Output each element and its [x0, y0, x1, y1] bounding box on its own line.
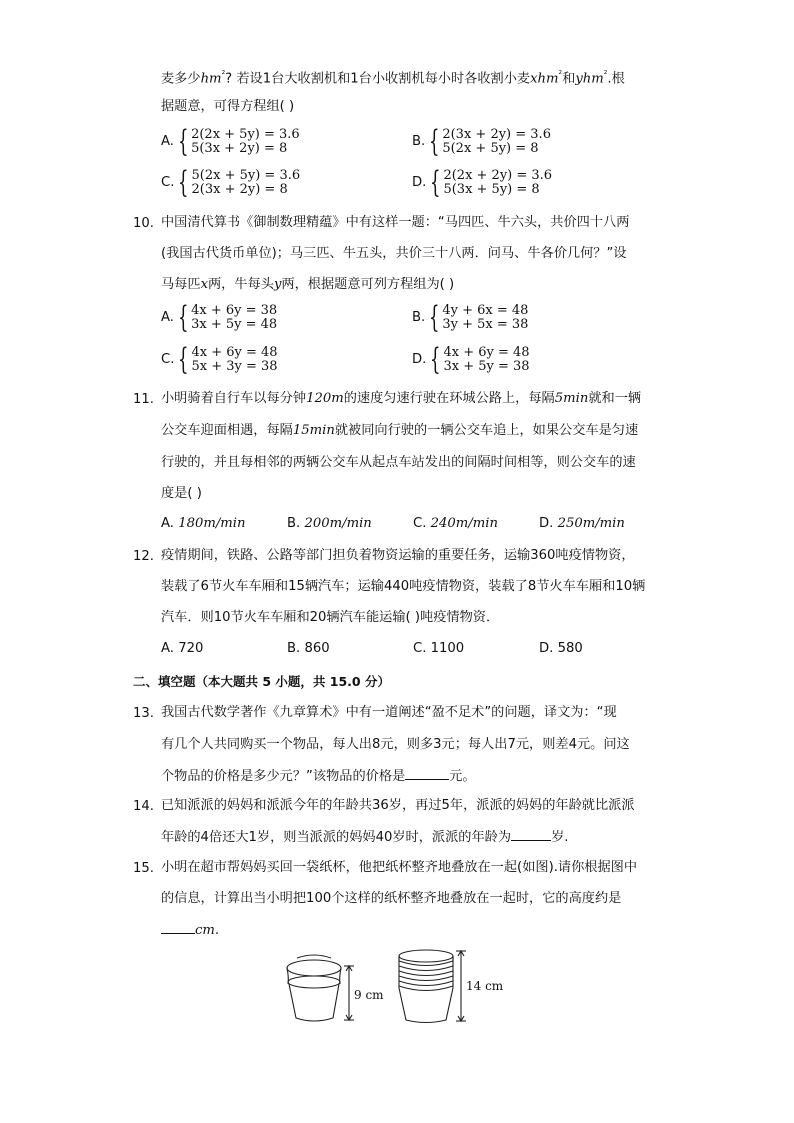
- q12-option-b[interactable]: [287, 640, 330, 658]
- q9-line1: [161, 66, 625, 88]
- option-value: 250m/min: [557, 516, 625, 531]
- option-label: C.: [413, 516, 427, 531]
- q10-text: 两，根据题意可列方程组为( ): [281, 277, 455, 292]
- q12-line2: 装载了6节火车车厢和15辆汽车；运输440吨疫情物资，装载了8节火车车厢和10辆: [161, 579, 646, 594]
- q11-option-d[interactable]: [539, 515, 625, 533]
- q11-line1: [161, 390, 641, 408]
- equation: 5(2x + 5y) = 3.6: [191, 168, 301, 183]
- q11-line3: 行驶的，并且每相邻的两辆公交车从起点车站发出的间隔时间相等，则公交车的速: [161, 455, 636, 470]
- equation: 4x + 6y = 48: [443, 345, 530, 360]
- section-heading: 二、填空题（本大题共 5 小题，共 15.0 分）: [133, 674, 390, 689]
- option-value: 720: [178, 641, 204, 656]
- q11-value: 5min: [554, 391, 589, 406]
- answer-blank[interactable]: [511, 828, 551, 841]
- q12-line1: 疫情期间，铁路、公路等部门担负着物资运输的重要任务，运输360吨疫情物资，: [161, 548, 635, 563]
- q9-line2: 据题意，可得方程组( ): [161, 99, 295, 114]
- q10-text: 两，牛每头: [208, 277, 274, 292]
- answer-blank[interactable]: [161, 921, 195, 934]
- equation: 5(2x + 5y) = 8: [442, 141, 539, 156]
- q9-unit: hm: [200, 71, 222, 87]
- q10-var: y: [273, 277, 282, 292]
- equation: 2(2x + 2y) = 3.6: [443, 168, 553, 183]
- equation: 5(3x + 2y) = 8: [191, 141, 288, 156]
- q11-text: 就和一辆: [588, 391, 642, 406]
- brace-icon: {: [177, 124, 189, 159]
- option-value: 580: [557, 641, 583, 656]
- q9-var: xhm: [530, 71, 559, 87]
- option-label: B.: [412, 310, 426, 325]
- option-label: A.: [161, 641, 174, 656]
- q11-text: 就被同向行驶的一辆公交车追上，如果公交车是匀速: [334, 423, 639, 438]
- brace-icon: {: [178, 165, 189, 200]
- q14-line1: 已知派派的妈妈和派派今年的年龄共36岁，再过5年，派派的妈妈的年龄就比派派: [161, 798, 635, 813]
- q11-line4: 度是( ): [161, 486, 202, 501]
- brace-icon: {: [429, 300, 440, 335]
- q11-value: 15min: [292, 423, 335, 438]
- option-value: 240m/min: [430, 516, 498, 531]
- q13-text: 个物品的价格是多少元？”该物品的价格是: [161, 769, 406, 784]
- q15-line2: 的信息，计算出当小明把100个这样的纸杯整齐地叠放在一起时，它的高度约是: [161, 891, 622, 906]
- equation: 2(3x + 2y) = 8: [191, 182, 288, 197]
- equation: 4y + 6x = 48: [442, 303, 529, 318]
- q13-line1: 我国古代数学著作《九章算术》中有一道阐述“盈不足术”的问题，译文为：“现: [161, 705, 617, 720]
- option-label: D.: [412, 352, 427, 367]
- option-label: C.: [413, 641, 427, 656]
- equation: 3y + 5x = 38: [442, 317, 529, 332]
- q15-line3: [161, 921, 219, 940]
- q11-text: 的速度匀速行驶在环城公路上，每隔: [343, 391, 555, 406]
- option-label: C.: [161, 352, 175, 367]
- q12-option-a[interactable]: [161, 640, 203, 658]
- q10-var: x: [200, 277, 208, 292]
- brace-icon: {: [430, 342, 441, 377]
- q11-option-a[interactable]: [161, 515, 246, 533]
- q10-line1: 中国清代算书《御制数理精蕴》中有这样一题：“马四匹、牛六头，共价四十八两: [161, 215, 630, 230]
- q9-sup: ²: [603, 70, 608, 80]
- option-value: 1100: [430, 641, 465, 656]
- q13-line2: 有几个人共同购买一个物品，每人出8元，则多3元；每人出7元，则差4元。问这: [161, 737, 630, 752]
- brace-icon: {: [430, 165, 441, 200]
- option-value: 180m/min: [178, 516, 246, 531]
- q10-line2: (我国古代货币单位)；马三匹、牛五头，共价三十八两．问马、牛各价几何？”设: [161, 246, 627, 261]
- equation: 3x + 5y = 38: [443, 359, 530, 374]
- q14-text: 年龄的4倍还大1岁，则当派派的妈妈40岁时，派派的年龄为: [161, 830, 512, 845]
- brace-icon: {: [177, 300, 189, 335]
- q15-unit: cm: [195, 923, 215, 938]
- q15-number: 15.: [133, 861, 154, 876]
- cups-figure: [284, 948, 514, 1026]
- equation: 5x + 3y = 38: [191, 359, 278, 374]
- q12-option-d[interactable]: [539, 640, 583, 658]
- option-label: D.: [412, 175, 427, 190]
- q12-option-c[interactable]: [413, 640, 464, 658]
- brace-icon: {: [429, 124, 440, 159]
- q9-sup: ²: [221, 70, 226, 80]
- option-label: C.: [161, 175, 175, 190]
- q10-number: 10.: [133, 216, 154, 231]
- q9-sup: ²: [558, 70, 563, 80]
- option-label: B.: [287, 641, 301, 656]
- q14-number: 14.: [133, 799, 154, 814]
- q15-line1: 小明在超市帮妈妈买回一袋纸杯，他把纸杯整齐地叠放在一起(如图).请你根据图中: [161, 860, 638, 875]
- q12-line3: 汽车．则10节火车车厢和20辆汽车能运输( )吨疫情物资．: [161, 610, 500, 625]
- option-label: A.: [161, 310, 174, 325]
- q11-number: 11.: [133, 392, 154, 407]
- answer-blank[interactable]: [405, 767, 449, 780]
- q11-line2: [161, 422, 638, 440]
- option-value: 200m/min: [304, 516, 372, 531]
- equation: 4x + 6y = 38: [191, 303, 278, 318]
- figure-label-14cm: 14 cm: [466, 979, 504, 993]
- q13-text: 元。: [449, 769, 476, 784]
- q9-text: 麦多少: [161, 71, 201, 87]
- q12-number: 12.: [133, 549, 154, 564]
- equation: 5(3x + 5y) = 8: [443, 182, 540, 197]
- equation: 4x + 6y = 48: [191, 345, 278, 360]
- q11-option-c[interactable]: [413, 515, 498, 533]
- q11-text: 小明骑着自行车以每分钟: [161, 391, 307, 406]
- q14-text: 岁.: [551, 830, 569, 845]
- q11-value: 120m: [306, 391, 344, 406]
- option-label: A.: [161, 134, 174, 149]
- option-label: D.: [539, 516, 554, 531]
- option-label: A.: [161, 516, 174, 531]
- equation: 2(3x + 2y) = 3.6: [442, 127, 551, 142]
- q10-line3: [161, 276, 454, 294]
- q9-text: .根: [607, 71, 625, 87]
- option-label: D.: [539, 641, 554, 656]
- q11-option-b[interactable]: [287, 515, 372, 533]
- q10-text: 马每匹: [161, 277, 201, 292]
- q14-line2: [161, 828, 568, 847]
- q15-text: .: [214, 923, 220, 938]
- q9-text: 和: [562, 71, 576, 87]
- q13-number: 13.: [133, 706, 154, 721]
- option-label: B.: [412, 134, 426, 149]
- q13-line3: [161, 767, 476, 786]
- equation: 3x + 5y = 48: [191, 317, 278, 332]
- equation: 2(2x + 5y) = 3.6: [191, 127, 300, 142]
- q9-var: yhm: [575, 71, 604, 87]
- option-label: B.: [287, 516, 301, 531]
- q11-text: 公交车迎面相遇，每隔: [161, 423, 293, 438]
- q9-text: ? 若设1台大收割机和1台小收割机每小时各收割小麦: [225, 71, 531, 87]
- figure-label-9cm: 9 cm: [354, 988, 384, 1002]
- brace-icon: {: [178, 342, 189, 377]
- option-value: 860: [304, 641, 330, 656]
